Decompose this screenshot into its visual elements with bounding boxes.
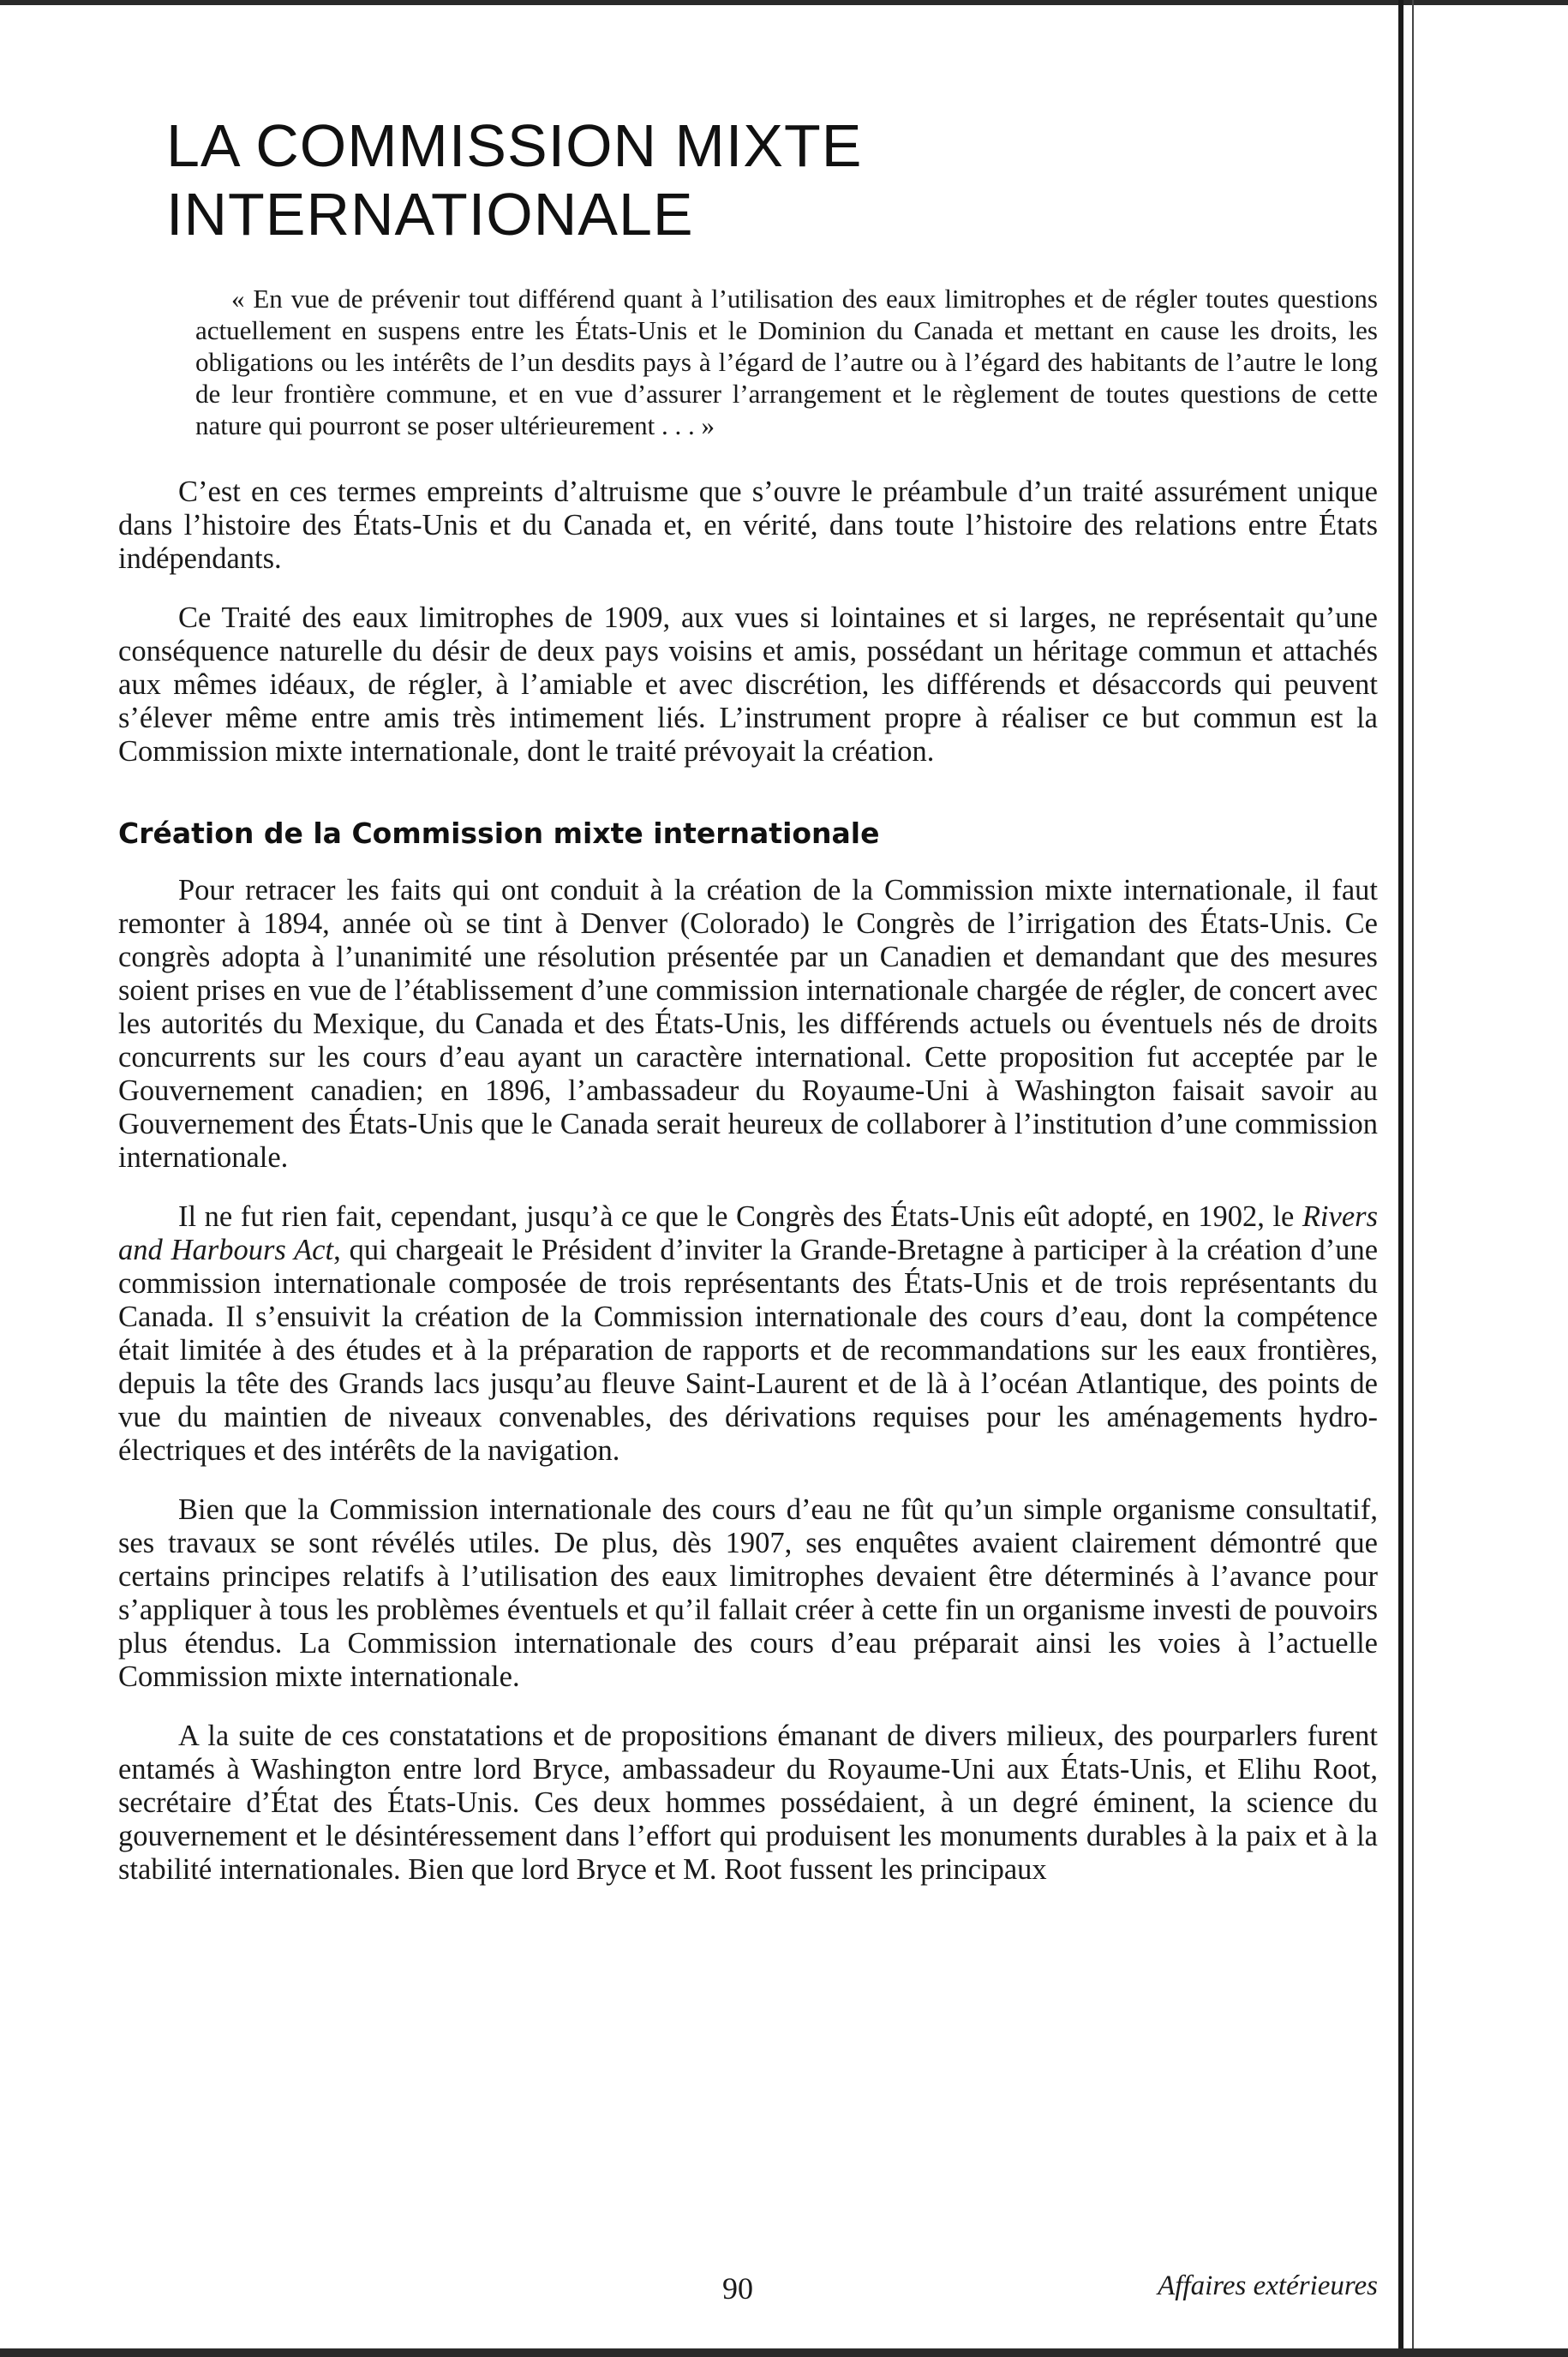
page-footer [118,2270,1378,2308]
main-column [118,111,1378,1887]
paragraph-waterways-commission: Bien que la Commission internationale des cours d’eau ne fût qu’un simple organisme consultatif, ses travaux se sont révélés utiles. De plus, dès 1907, ses enquêtes avaient clairement démontré que certains principes relatifs à l’utilisation des eaux limitrophes devaient être déterminés à l’avance pour s’appliquer à tous les problèmes éventuels et qu’il fallait créer à cette fin un organisme investi de pouvoirs plus étendus. La Commission internationale des cours d’eau préparait ainsi les voies à l’actuelle Commission mixte internationale. [118,1493,1378,1693]
p4-before: Il ne fut rien fait, cependant, jusqu’à ce que le Congrès des États-Unis eût adopté, en 1902, le [178,1200,1302,1233]
page-title: LA COMMISSION MIXTE INTERNATIONALE [166,112,863,248]
p4-after: , qui chargeait le Président d’inviter la Grande-Bretagne à participer à la création d’une commission internationale composée de trois représentants des États-Unis et de trois représentants du Canada. Il s’ensuivit la création de la Commission internationale des cours d’eau, dont la compétence était limitée à des études et à la préparation de rapports et de recommandations sur les eaux frontières, depuis la tête des Grands lacs jusqu’au fleuve Saint-Laurent et de là à l’océan Atlantique, des points de vue du maintien de niveaux convenables, des dérivations requises pour les aménagements hydro-électriques et des intérêts de la navigation. [118,1234,1379,1467]
journal-name: Affaires extérieures [1158,2270,1378,2301]
paragraph-intro-1: C’est en ces termes empreints d’altruisme que s’ouvre le préambule d’un traité assurément unique dans l’histoire des États-Unis et du Canada et, en vérité, dans toute l’histoire des relations entre États indépendants. [118,476,1378,575]
scan-edge-top [0,0,1568,5]
act-title: Rivers and Harbours Act [118,1200,1378,1266]
page-number: 90 [722,2271,753,2306]
scan-edge-bottom [0,2348,1568,2357]
section-heading: Création de la Commission mixte internationale [118,817,880,850]
page-gutter-line [1412,0,1414,2357]
paragraph-negotiations: A la suite de ces constatations et de propositions émanant de divers milieux, des pourparlers furent entamés à Washington entre lord Bryce, ambassadeur du Royaume-Uni aux États-Unis, et Elihu Root, secrétaire d’État des États-Unis. Ces deux hommes possédaient, à un degré éminent, la science du gouvernement et le désintéressement dans l’effort qui produisent les monuments durables à la paix et à la stabilité internationales. Bien que lord Bryce et M. Root fussent les principaux [118,1720,1378,1886]
treaty-preamble-quote: « En vue de prévenir tout différend quant à l’utilisation des eaux limitrophes et de régler toutes questions actuellement en suspens entre les États-Unis et le Dominion du Canada et mettant en cause les droits, les obligations ou les intérêts de l’un desdits pays à l’égard de l’autre ou à l’égard des habitants de l’autre le long de leur frontière commune, et en vue d’assurer l’arrangement et le règlement de toutes questions de cette nature qui pourront se poser ultérieurement . . . » [195,284,1378,440]
paragraph-intro-2: Ce Traité des eaux limitrophes de 1909, aux vues si lointaines et si larges, ne représentait qu’une conséquence naturelle du désir de deux pays voisins et amis, possédant un héritage commun et attachés aux mêmes idéaux, de régler, à l’amiable et avec discrétion, les différends et désaccords qui peuvent s’élever même entre amis très intimement liés. L’instrument propre à réaliser ce but commun est la Commission mixte internationale, dont le traité prévoyait la création. [118,601,1378,768]
paragraph-history-1894: Pour retracer les faits qui ont conduit à la création de la Commission mixte internationale, il faut remonter à 1894, année où se tint à Denver (Colorado) le Congrès de l’irrigation des États-Unis. Ce congrès adopta à l’unanimité une résolution présentée par un Canadien et demandant que des mesures soient prises en vue de l’établissement d’une commission internationale chargée de régler, de concert avec les autorités du Mexique, du Canada et des États-Unis, les différends actuels ou éventuels nés de droits concurrents sur les cours d’eau ayant un caractère international. Cette proposition fut acceptée par le Gouvernement canadien; en 1896, l’ambassadeur du Royaume-Uni à Washington faisait savoir au Gouvernement des États-Unis que le Canada serait heureux de collaborer à l’institution d’une commission internationale. [118,874,1378,1174]
page-gutter [1398,0,1403,2357]
paragraph-rivers-act [118,1200,1378,1468]
